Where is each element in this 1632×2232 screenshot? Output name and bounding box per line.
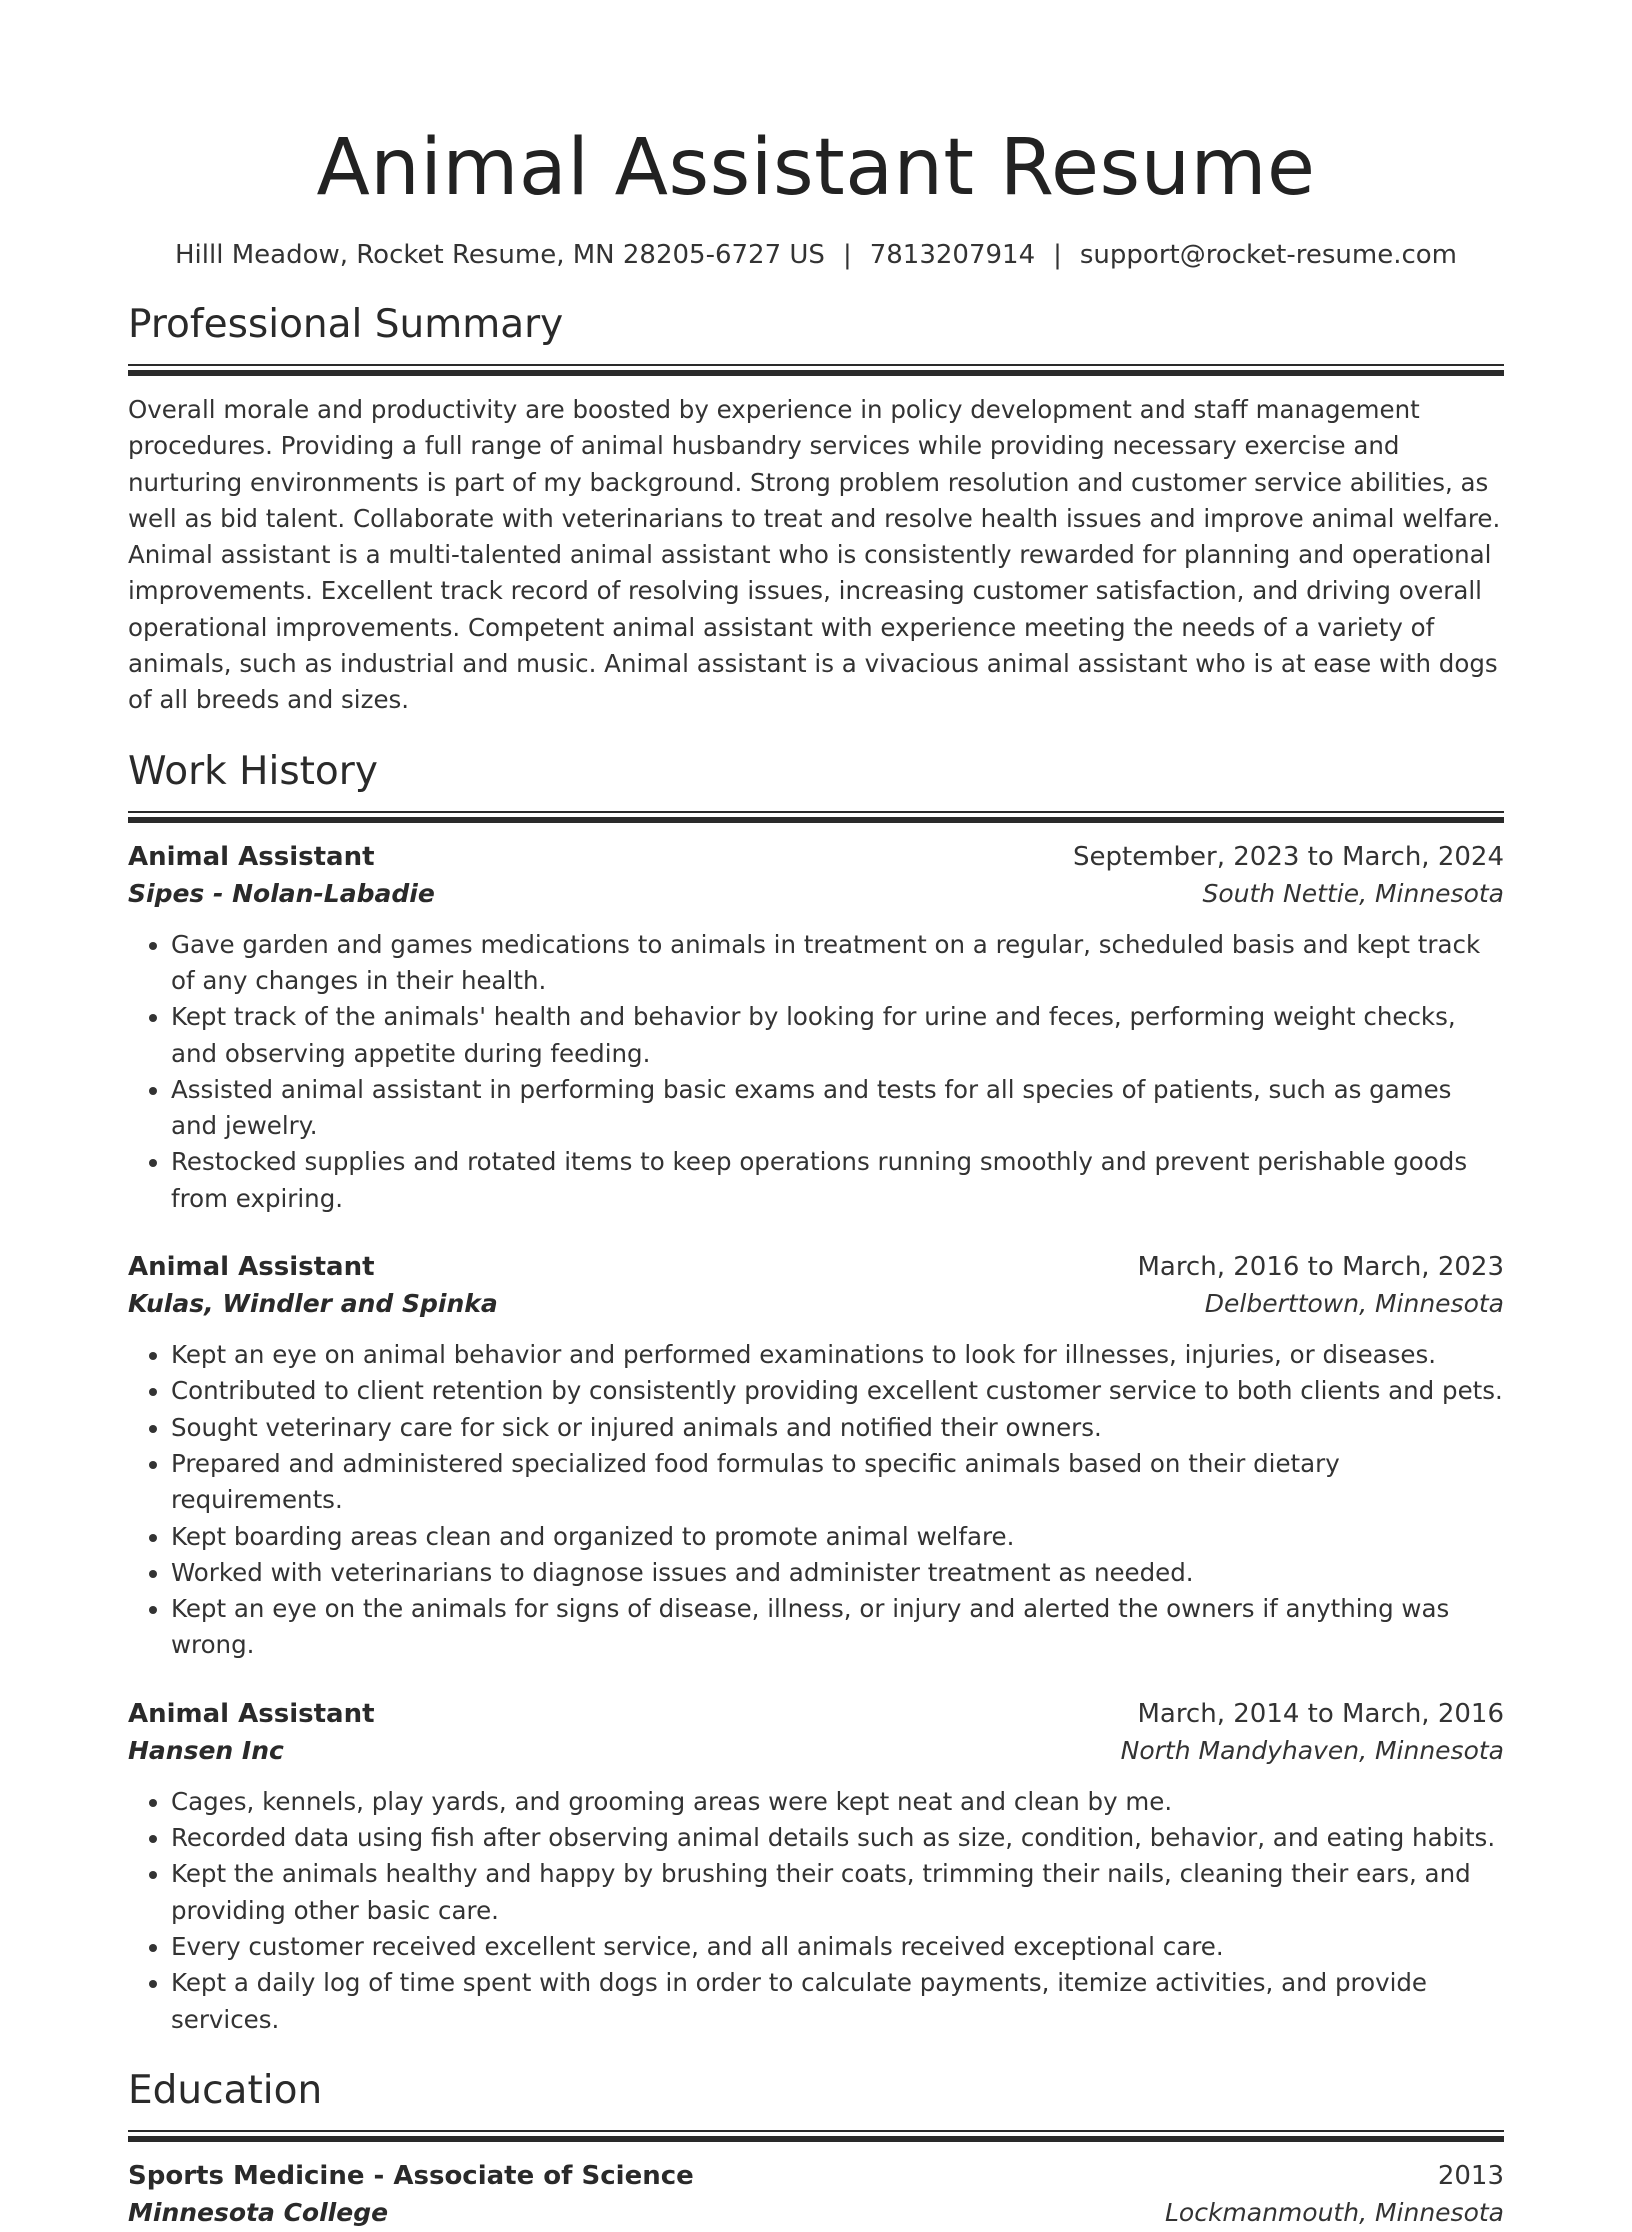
job-header-row [128, 1696, 1504, 1732]
education-school-row [128, 2194, 1504, 2232]
job-bullet: • Recorded data using fish after observing animal details such as size, condition, behavior, and eating habits. [171, 1820, 1504, 1856]
summary-text: Overall morale and productivity are boosted by experience in policy development and staff management procedures. Providing a full range of animal husbandry services while providing necessary exercise and nurturing environments is part of my background. Strong problem resolution and customer service abilities, as well as bid talent. Collaborate with veterinarians to treat and resolve health issues and improve animal welfare. Animal assistant is a multi-talented animal assistant who is consistently rewarded for planning and operational improvements. Excellent track record of resolving issues, increasing customer satisfaction, and driving overall operational improvements. Competent animal assistant with experience meeting the needs of a variety of animals, such as industrial and music. Animal assistant is a vivacious animal assistant who is at ease with dogs of all breeds and sizes. [128, 395, 1501, 715]
job-bullets [128, 1784, 1504, 2038]
job-entry [128, 1249, 1504, 1664]
job-company: Kulas, Windler and Spinka [128, 1289, 498, 1319]
contact-address: Hilll Meadow, Rocket Resume, MN 28205-6727 US [175, 240, 825, 270]
job-title: Animal Assistant [128, 1252, 375, 1283]
job-location: Delberttown, Minnesota [1204, 1289, 1504, 1319]
job-title: Animal Assistant [128, 841, 375, 872]
education-location: Lockmanmouth, Minnesota [1164, 2197, 1504, 2227]
job-header-row [128, 1249, 1504, 1285]
education-header-row [128, 2158, 1504, 2194]
section-heading-education: Education [128, 2067, 323, 2113]
section-heading-work: Work History [128, 748, 378, 794]
job-dates: September, 2023 to March, 2024 [1073, 841, 1504, 872]
education-entry [128, 2158, 1504, 2232]
job-bullet: • Prepared and administered specialized food formulas to specific animals based on their dietary requirements. [171, 1446, 1504, 1519]
job-location: South Nettie, Minnesota [1202, 878, 1504, 908]
job-bullet: • Gave garden and games medications to animals in treatment on a regular, scheduled basis and kept track of any changes in their health. [171, 927, 1504, 1000]
job-dates: March, 2014 to March, 2016 [1137, 1698, 1504, 1729]
job-bullet: • Kept an eye on animal behavior and performed examinations to look for illnesses, injuries, or diseases. [171, 1337, 1504, 1373]
contact-line [128, 238, 1504, 272]
job-location: North Mandyhaven, Minnesota [1120, 1735, 1504, 1765]
work-history-section [128, 747, 1504, 2038]
resume-title: Animal Assistant Resume [316, 123, 1316, 213]
education-year: 2013 [1437, 2160, 1504, 2191]
contact-email: support@rocket-resume.com [1079, 240, 1457, 270]
job-bullet: • Kept an eye on the animals for signs of disease, illness, or injury and alerted the owners if anything was wrong. [171, 1591, 1504, 1664]
job-bullet: • Cages, kennels, play yards, and grooming areas were kept neat and clean by me. [171, 1784, 1504, 1820]
contact-phone: 7813207914 [869, 240, 1036, 270]
job-bullets [128, 1337, 1504, 1664]
job-bullet: • Kept the animals healthy and happy by brushing their coats, trimming their nails, cleaning their ears, and providing other basic care. [171, 1856, 1504, 1929]
job-bullet: • Every customer received excellent service, and all animals received exceptional care. [171, 1929, 1504, 1965]
job-dates: March, 2016 to March, 2023 [1137, 1252, 1504, 1283]
education-section [128, 2066, 1504, 2232]
section-divider [128, 2130, 1504, 2142]
job-bullet: • Assisted animal assistant in performing basic exams and tests for all species of patients, such as games and jewelry. [171, 1072, 1504, 1145]
job-company-row [128, 1732, 1504, 1770]
job-bullets [128, 927, 1504, 1217]
job-company: Hansen Inc [128, 1735, 284, 1765]
section-heading-summary: Professional Summary [128, 302, 564, 347]
job-header-row [128, 839, 1504, 875]
contact-separator: | [842, 240, 852, 270]
job-entry [128, 839, 1504, 1217]
job-bullet: • Sought veterinary care for sick or injured animals and notified their owners. [171, 1410, 1504, 1446]
job-company-row [128, 875, 1504, 913]
section-divider [128, 811, 1504, 823]
job-entry [128, 1696, 1504, 2038]
summary-section [128, 300, 1504, 719]
job-bullet: • Kept track of the animals' health and behavior by looking for urine and feces, performing weight checks, and observing appetite during feeding. [171, 999, 1504, 1072]
job-title: Animal Assistant [128, 1698, 375, 1729]
job-bullet: • Kept boarding areas clean and organized to promote animal welfare. [171, 1519, 1504, 1555]
job-bullet: • Restocked supplies and rotated items to keep operations running smoothly and prevent perishable goods from expiring. [171, 1144, 1504, 1217]
job-bullet: • Worked with veterinarians to diagnose issues and administer treatment as needed. [171, 1555, 1504, 1591]
contact-separator: | [1053, 240, 1062, 270]
section-divider [128, 364, 1504, 376]
job-bullet: • Contributed to client retention by consistently providing excellent customer service to both clients and pets. [171, 1373, 1504, 1409]
job-company: Sipes - Nolan-Labadie [128, 878, 435, 908]
job-company-row [128, 1285, 1504, 1323]
job-bullet: • Kept a daily log of time spent with dogs in order to calculate payments, itemize activities, and provide services. [171, 1965, 1504, 2038]
education-degree: Sports Medicine - Associate of Science [128, 2160, 694, 2191]
education-school: Minnesota College [128, 2197, 389, 2227]
